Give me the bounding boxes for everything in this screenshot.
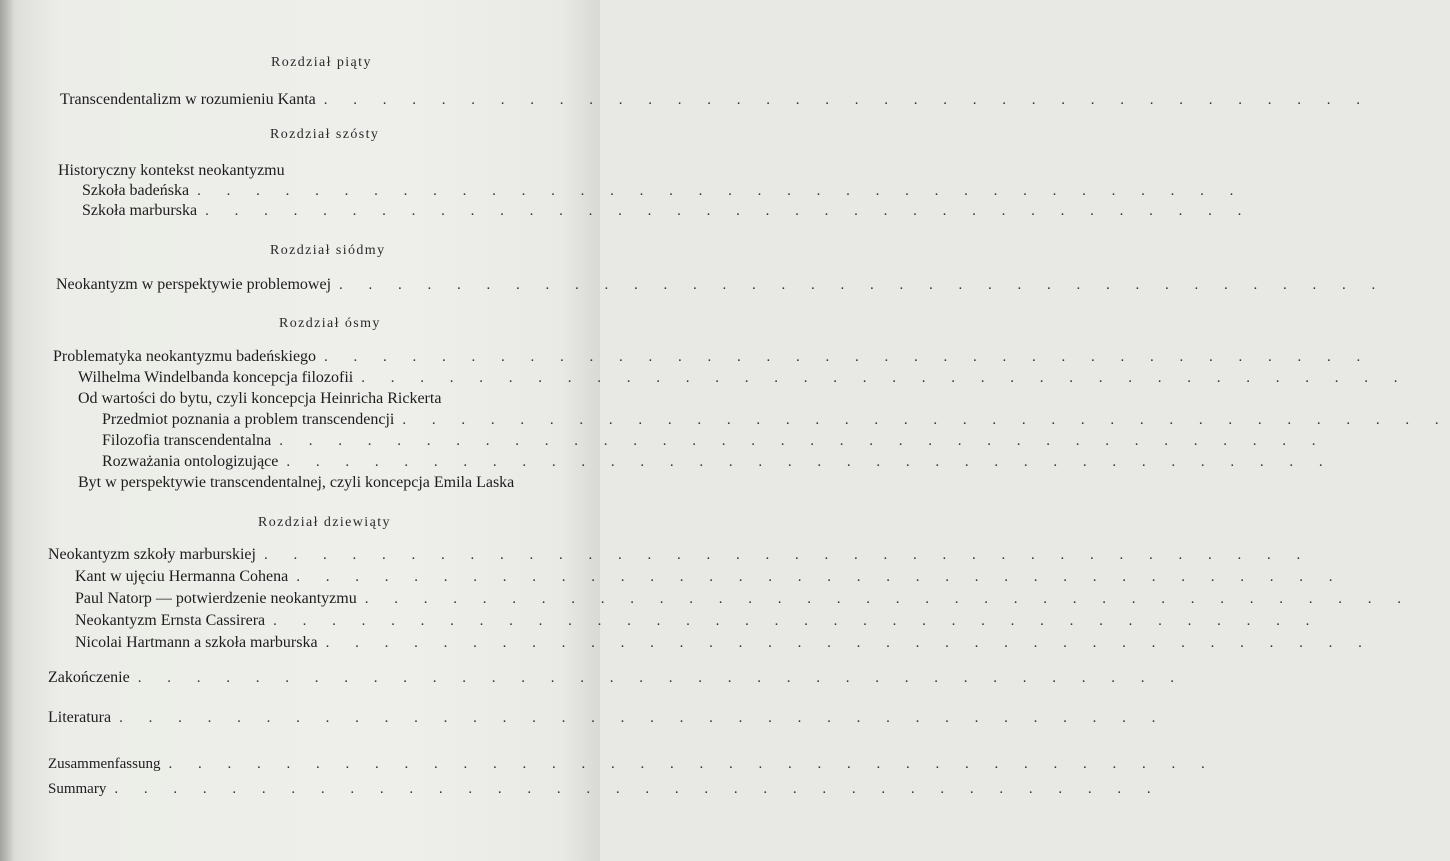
entry-label: Problematyka neokantyzmu badeńskiego (53, 348, 317, 365)
toc-entry (75, 611, 1321, 631)
dot-leader: . . . . . . . . . . . . . . . . . . . . . . . . . . . . . . . . . . . . (168, 756, 1216, 772)
dot-leader: . . . . . . . . . . . . . . . . . . . . . . . . . . . . . . . . . . . . (339, 277, 1387, 293)
toc-entry (75, 589, 1412, 609)
dot-leader: . . . . . . . . . . . . . . . . . . . . . . . . . . . . . . . . . . . . (119, 710, 1167, 726)
toc-entry (78, 473, 558, 493)
toc-entry-zusammenfassung (48, 754, 1216, 774)
toc-entry (82, 201, 1253, 221)
entry-label: Nicolai Hartmann a szkoła marburska (75, 634, 318, 651)
entry-label: Szkoła marburska (82, 202, 198, 219)
dot-leader: . . . . . . . . . . . . . . . . . . . . . . . . . . . . . . . . . . . . (402, 412, 1450, 428)
toc-entry (78, 389, 555, 409)
dot-leader: . . . . . . . . . . . . . . . . . . . . . . . . . . . . . . . . . . . . (324, 349, 1372, 365)
entry-label: Neokantyzm Ernsta Cassirera (75, 612, 266, 629)
toc-entry (102, 452, 1334, 472)
chapter-heading-8: Rozdział ósmy (279, 316, 381, 331)
entry-label: Od wartości do bytu, czyli koncepcja Heinricha Rickerta (78, 390, 442, 407)
entry-label: Zusammenfassung (48, 756, 161, 772)
dot-leader: . . . . . . . . . . . . . . . . . . . . . . . . . . . . . . . . . . . . (137, 670, 1185, 686)
entry-label: Byt w perspektywie transcendentalnej, czyli koncepcja Emila Laska (78, 474, 515, 491)
entry-label: Wilhelma Windelbanda koncepcja filozofii (78, 369, 354, 386)
dot-leader: . . . . . . . . . . . . . . . . . . . . . . . . . . . . . . . . . . . . (263, 547, 1312, 563)
entry-label: Summary (48, 781, 107, 797)
dot-leader: . . . . . . . . . . . . . . . . . . . . . . . . . . . . . . . . . . . . (323, 92, 1372, 108)
toc-entry (102, 431, 1327, 451)
toc-entry (78, 368, 1409, 388)
dot-leader: . . . . . . . . . . . . . . . . . . . . . . . . . . . . . . . . . . . . (114, 781, 1162, 797)
dot-leader: . . . . . . . . . . . . . . . . . . . . . . . . . . . . . . . . . . . . (286, 454, 1334, 470)
entry-label: Szkoła badeńska (82, 182, 190, 199)
toc-entry (102, 410, 1450, 430)
chapter-heading-5: Rozdział piąty (271, 55, 372, 70)
toc-entry (75, 633, 1373, 653)
toc-entry-summary (48, 779, 1162, 799)
toc-entry (53, 347, 1372, 367)
dot-leader: . . . . . . . . . . . . . . . . . . . . . . . . . . . . . . . . . . . . (364, 591, 1412, 607)
toc-entry-bibliography (48, 708, 1167, 728)
toc-entry (75, 567, 1344, 587)
dot-leader: . . . . . . . . . . . . . . . . . . . . . . . . . . . . . . . . . . . . (296, 569, 1344, 585)
entry-label: Filozofia transcendentalna (102, 432, 272, 449)
entry-label: Neokantyzm szkoły marburskiej (48, 546, 256, 563)
entry-label: Literatura (48, 709, 112, 726)
entry-label: Przedmiot poznania a problem transcendencji (102, 411, 395, 428)
toc-entry (48, 545, 1312, 565)
chapter-heading-7: Rozdział siódmy (270, 243, 386, 258)
entry-label: Historyczny kontekst neokantyzmu (58, 162, 285, 179)
dot-leader: . . . . . . . . . . . . . . . . . . . . . . . . . . . . . . . . . . . . (325, 635, 1373, 651)
toc-entry (56, 275, 1387, 295)
entry-label: Neokantyzm w perspektywie problemowej (56, 276, 332, 293)
toc-entry (58, 161, 338, 181)
entry-label: Zakończenie (48, 669, 130, 686)
chapter-heading-9: Rozdział dziewiąty (258, 515, 391, 530)
entry-label: Rozważania ontologizujące (102, 453, 279, 470)
dot-leader: . . . . . . . . . . . . . . . . . . . . . . . . . . . . . . . . . . . . (205, 203, 1253, 219)
toc-entry (60, 90, 1372, 110)
entry-label: Transcendentalizm w rozumieniu Kanta (60, 91, 316, 108)
dot-leader: . . . . . . . . . . . . . . . . . . . . . . . . . . . . . . . . . . . . (197, 183, 1245, 199)
entry-label: Paul Natorp — potwierdzenie neokantyzmu (75, 590, 357, 607)
toc-entry (82, 181, 1245, 201)
toc-entry-conclusion (48, 668, 1185, 688)
entry-label: Kant w ujęciu Hermanna Cohena (75, 568, 289, 585)
dot-leader: . . . . . . . . . . . . . . . . . . . . . . . . . . . . . . . . . . . . (273, 613, 1321, 629)
dot-leader: . . . . . . . . . . . . . . . . . . . . . . . . . . . . . . . . . . . . (361, 370, 1409, 386)
chapter-heading-6: Rozdział szósty (270, 127, 380, 142)
dot-leader: . . . . . . . . . . . . . . . . . . . . . . . . . . . . . . . . . . . . (279, 433, 1327, 449)
